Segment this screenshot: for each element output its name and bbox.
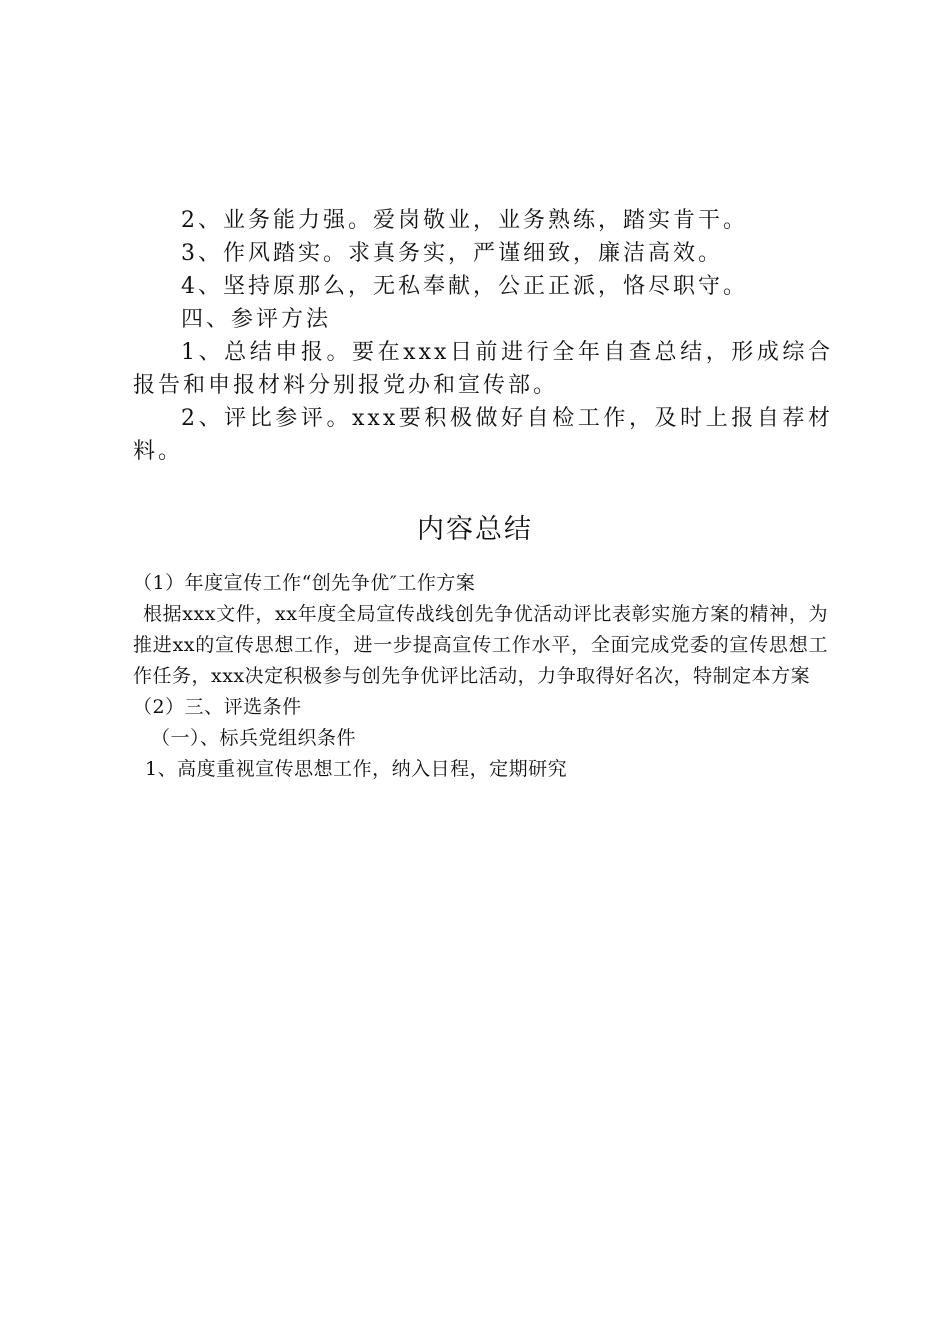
paragraph-summary-report: 1、总结申报。要在xxx日前进行全年自查总结，形成综合报告和申报材料分别报党办和宣传部。 [133,340,833,398]
paragraph-evaluation: 2、评比参评。xxx要积极做好自检工作，及时上报自荐材料。 [133,406,833,464]
paragraph-work-style: 3、作风踏实。求真务实，严谨细致，廉洁高效。 [181,241,723,266]
paragraph-principle: 4、坚持原那么，无私奉献，公正正派，恪尽职守。 [181,274,748,299]
summary-item1-body: 根据xxx文件，xx年度全局宣传战线创先争优活动评比表彰实施方案的精神，为推进xx的宣传思想工作，进一步提高宣传工作水平，全面完成党委的宣传思想工作任务，xxx决定积极参与创先争优评比活动，力争取得好名次，特制定本方案 [133,603,828,687]
summary-title: 内容总结 [417,514,533,546]
section-heading-method: 四、参评方法 [181,307,332,332]
summary-item2-heading: （2）三、评选条件 [133,696,302,718]
paragraph-work-ability: 2、业务能力强。爱岗敬业，业务熟练，踏实肯干。 [181,208,748,233]
summary-item2-point: 1、高度重视宣传思想工作，纳入日程，定期研究 [145,758,568,780]
summary-section [133,568,828,785]
summary-item2-subheading: （一）、标兵党组织条件 [151,727,357,749]
summary-item1-heading: （1）年度宣传工作“创先争优″工作方案 [133,572,476,594]
upper-section [133,204,833,468]
